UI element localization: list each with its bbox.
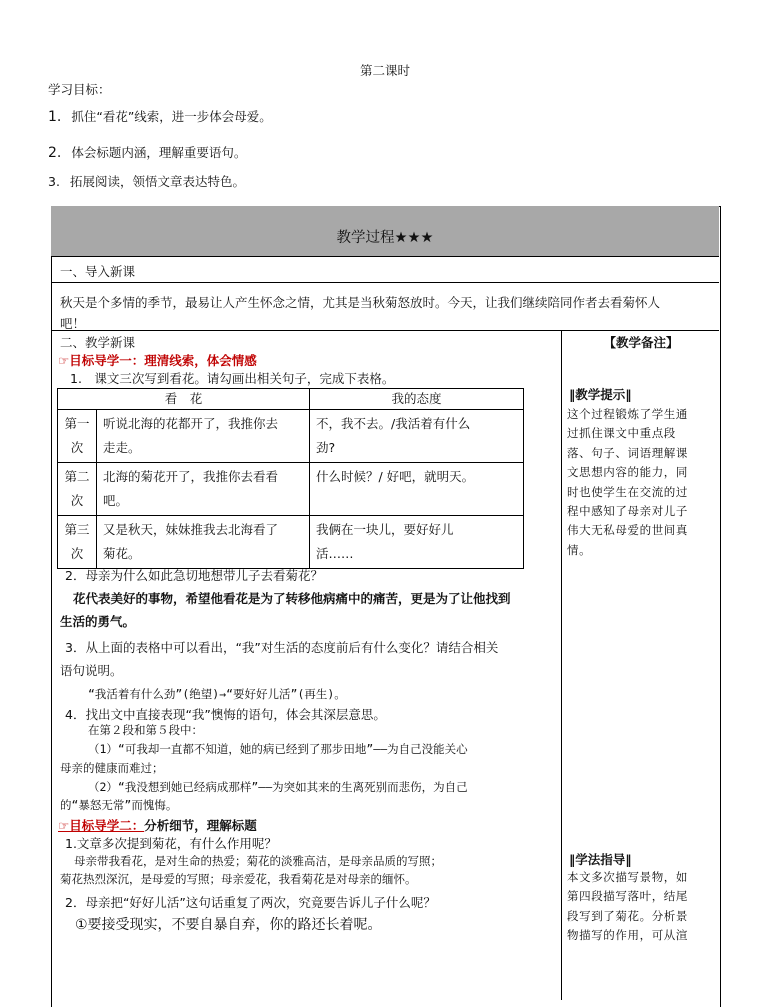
goal-item — [48, 107, 272, 125]
flower-cell: 北海的菊花开了，我推你去看看 吧。 — [97, 463, 310, 516]
intro-text: 秋天是个多情的季节，最易让人产生怀念之情，尤其是当秋菊怒放时。今天，让我们继续陪同作者去看菊怀人 — [60, 295, 661, 310]
question-6: 2．母亲把“好好儿活”这句话重复了两次，究竟要告诉儿子什么呢？ — [65, 895, 436, 910]
column-header-flower: 看 花 — [58, 389, 310, 410]
teaching-tip-text: 这个过程锻炼了学生通 过抓住课文中重点段 落、句子、词语理解课 文思想内容的能力，同 时也使学生在交流的过 程中感知了母亲对儿子 伟大无私母爱的世间真 情。 — [567, 407, 688, 557]
process-header: 教学过程★★★ — [51, 206, 719, 257]
table-row — [58, 463, 524, 516]
flower-cell: 听说北海的花都开了，我推你去 走走。 — [97, 410, 310, 463]
question-3-cont: 语句说明。 — [60, 663, 123, 678]
attitude-cell: 不，我不去。/我活着有什么 劲? — [310, 410, 524, 463]
goal-text: 抓住“看花”线索，进一步体会母爱。 — [71, 109, 272, 124]
goal-guide-2-prefix: ☞目标导学二： — [58, 818, 145, 833]
lesson-title: 第二课时 — [359, 63, 410, 78]
question-3: 3．从上面的表格中可以看出，“我”对生活的态度前后有什么变化？请结合相关 — [65, 640, 499, 655]
goal-item — [48, 172, 245, 190]
intro-text-cont: 吧！ — [60, 316, 86, 331]
table-header-row — [58, 389, 524, 410]
goals-title: 学习目标： — [48, 82, 111, 97]
question-1: 1. 课文三次写到看花。请勾画出相关句子，完成下表格。 — [70, 371, 395, 386]
divider — [51, 330, 719, 331]
attitude-cell: 我俩在一块儿，要好好儿 活…… — [310, 516, 524, 569]
goal-number: 3. — [48, 174, 60, 189]
answer-5: 母亲带我看花，是对生命的热爱；菊花的淡雅高洁，是母亲品质的写照； — [74, 854, 442, 868]
row-label: 第一 次 — [58, 410, 97, 463]
table-row — [58, 410, 524, 463]
answer-6: ①要接受现实，不要自暴自弃，你的路还长着呢。 — [75, 917, 382, 933]
divider — [51, 282, 719, 283]
answer-4-intro: 在第２段和第５段中： — [88, 723, 203, 737]
goal-guide-2 — [58, 816, 257, 834]
answer-4-item-1-cont: 母亲的健康而难过； — [60, 761, 164, 775]
goal-item — [48, 143, 246, 161]
column-divider — [561, 330, 562, 1000]
answer-4-item-2-cont: 的“暴怒无常”而愧悔。 — [60, 798, 178, 812]
flower-table — [57, 388, 524, 569]
answer-2: 花代表美好的事物，希望他看花是为了转移他病痛中的痛苦，更是为了让他找到 — [73, 591, 511, 606]
teaching-tip-title: ‖教学提示‖ — [569, 387, 632, 402]
attitude-cell: 什么时候？/ 好吧，就明天。 — [310, 463, 524, 516]
question-5: 1.文章多次提到菊花，有什么作用呢？ — [65, 836, 277, 851]
goal-number: 1. — [48, 109, 62, 125]
goal-number: 2. — [48, 145, 62, 161]
row-label: 第二 次 — [58, 463, 97, 516]
column-header-attitude: 我的态度 — [310, 389, 524, 410]
question-2: 2．母亲为什么如此急切地想带儿子去看菊花？ — [65, 568, 323, 583]
sidebar-title: 【教学备注】 — [603, 335, 679, 350]
question-4: 4．找出文中直接表现“我”懊悔的语句，体会其深层意思。 — [65, 707, 386, 722]
answer-4-item-1: （1）“可我却一直都不知道，她的病已经到了那步田地”——为自己没能关心 — [88, 742, 468, 756]
new-lesson-heading: 二、教学新课 — [60, 335, 136, 350]
study-guide-title: ‖学法指导‖ — [569, 852, 632, 867]
intro-heading: 一、导入新课 — [60, 264, 136, 279]
goal-guide-2-text: 分析细节，理解标题 — [144, 818, 257, 833]
goal-text: 体会标题内涵，理解重要语句。 — [71, 145, 247, 160]
answer-3: “我活着有什么劲”(绝望)→“要好好儿活”(再生)。 — [88, 687, 346, 701]
goal-text: 拓展阅读，领悟文章表达特色。 — [69, 174, 245, 189]
answer-5-cont: 菊花热烈深沉，是母爱的写照；母亲爱花，我看菊花是对母亲的缅怀。 — [60, 872, 417, 886]
answer-4-item-2: （2）“我没想到她已经病成那样”——为突如其来的生离死别而悲伤，为自己 — [88, 780, 468, 794]
goal-guide-1: ☞目标导学一：理清线索，体会情感 — [58, 353, 257, 368]
row-label: 第三 次 — [58, 516, 97, 569]
study-guide-text: 本文多次描写景物，如 第四段描写落叶，结尾 段写到了菊花。分析景 物描写的作用，可从渲 — [567, 870, 688, 943]
table-row — [58, 516, 524, 569]
flower-cell: 又是秋天，妹妹推我去北海看了 菊花。 — [97, 516, 310, 569]
answer-2-cont: 生活的勇气。 — [60, 614, 136, 629]
